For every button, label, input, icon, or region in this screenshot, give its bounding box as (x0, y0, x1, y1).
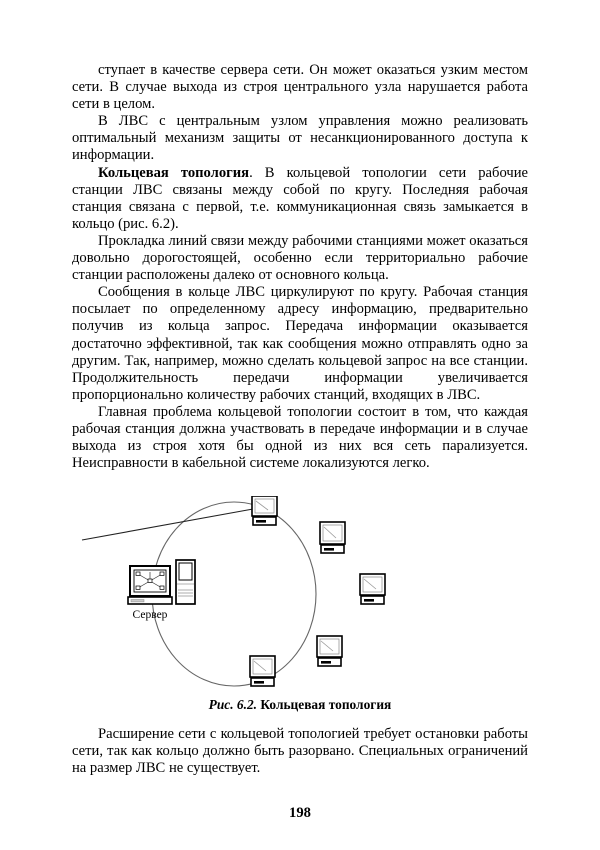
paragraph-text: Главная проблема кольцевой топологии состоит в том, что каждая рабочая станция должна участвовать в передаче информации и в случае выхода из строя хотя бы одной из них вся сеть парализуется. Неисправности в кабельной системе локализуются легко. (72, 403, 528, 472)
leader-line-icon (82, 509, 253, 540)
page-number: 198 (289, 805, 311, 821)
workstation-upper-right-icon (320, 522, 345, 553)
paragraph-main-problem (72, 404, 528, 472)
closing-text-block (72, 726, 528, 777)
paragraph-text: ступает в качестве сервера сети. Он может оказаться узким местом сети. В случае выхода из строя центрального узла нарушается работа сети в целом. (72, 62, 528, 113)
paragraph-text: . В кольцевой топологии сети рабочие станции ЛВС связаны между собой по кругу. Последняя рабочая станция связана с первой, т.е. коммуникационная связь замыкается в кольцо (рис. 6.2). (72, 164, 528, 232)
paragraph-ring-topology-intro (72, 165, 528, 233)
paragraph-text: Сообщения в кольце ЛВС циркулируют по кругу. Рабочая станция посылает по определенному адресу информацию, предварительно получив из кольца запрос. Передача информации оказывается достаточно эффективной, так как сообщения можно отправлять одно за другим. Так, например, можно сделать кольцевой запрос на все станции. Продолжительность передачи информации увеличивается пропорционально количеству рабочих станций, входящих в ЛВС. (72, 284, 528, 403)
paragraph-central-node-protection (72, 113, 528, 164)
paragraph-server-bottleneck (72, 62, 528, 113)
paragraph-text: Прокладка линий связи между рабочими станциями может оказаться довольно дорогостоящей, особенно если территориально рабочие станции расположены далеко от основного кольца. (72, 232, 528, 284)
workstation-top-icon (252, 496, 277, 525)
workstation-bottom-icon (250, 656, 275, 686)
paragraph-network-expansion (72, 726, 528, 777)
paragraph-text: Расширение сети с кольцевой топологией требует остановки работы сети, так как кольцо должно быть разорвано. Специальных ограничений на размер ЛВС не существует. (72, 726, 528, 777)
paragraph-cable-cost (72, 233, 528, 284)
server-icon (128, 560, 195, 604)
figure-ring-topology (72, 496, 528, 726)
server-label: Сервер (132, 609, 168, 621)
figure-caption (72, 697, 528, 713)
ring-topology-diagram (72, 496, 528, 726)
workstation-lower-right-icon (317, 636, 342, 666)
workstation-right-icon (360, 574, 385, 604)
figure-caption-label: Рис. 6.2. (208, 697, 258, 712)
inline-heading-ring-topology: Кольцевая топология (98, 164, 250, 181)
figure-caption-title: Кольцевая топология (260, 697, 392, 712)
paragraph-text: В ЛВС с центральным узлом управления можно реализовать оптимальный механизм защиты от несанкционированного доступа к информации. (72, 113, 528, 164)
main-text-column (72, 62, 528, 472)
paragraph-message-circulation (72, 284, 528, 404)
